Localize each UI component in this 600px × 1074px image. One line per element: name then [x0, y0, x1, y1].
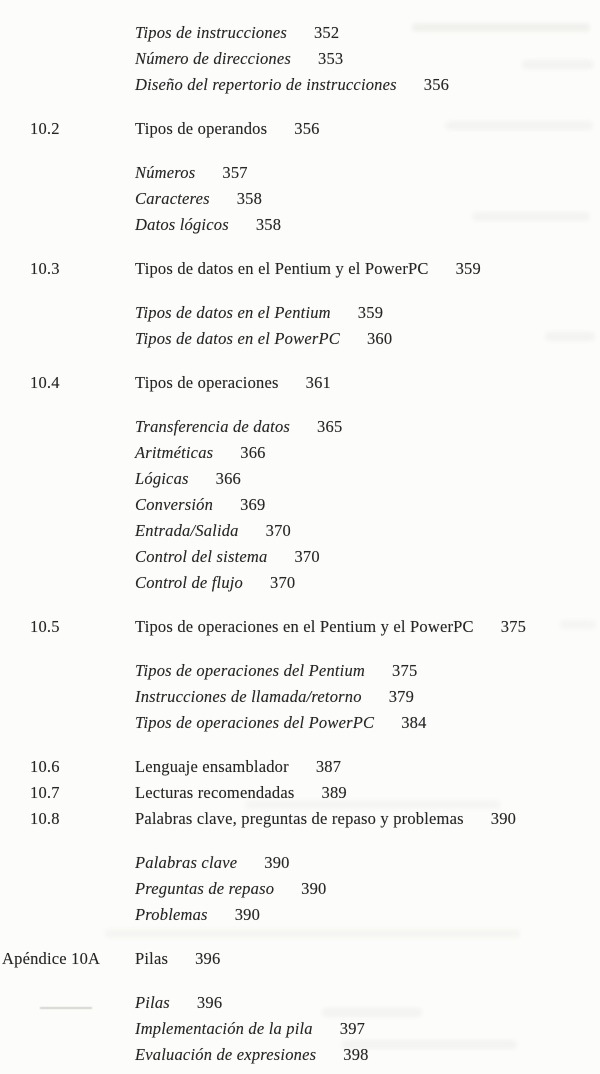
- entry-title: Tipos de operaciones del Pentium: [135, 661, 366, 680]
- entry-title: Número de direcciones: [135, 49, 292, 68]
- entry-page-number: 356: [423, 75, 450, 94]
- toc-subentry: [0, 20, 600, 46]
- entry-page-number: 370: [270, 573, 296, 592]
- toc-subentry: [0, 414, 600, 440]
- entry-page-number: 390: [490, 809, 517, 828]
- entry-page-number: 375: [500, 617, 527, 636]
- entry-title: Lógicas: [135, 469, 189, 488]
- entry-title: Control del sistema: [135, 547, 268, 566]
- toc-subentry: [0, 1042, 600, 1068]
- entry-page-number: 360: [366, 329, 393, 348]
- toc-section-entry: [0, 754, 600, 780]
- toc-group: [0, 370, 600, 396]
- toc-subentry: [0, 466, 600, 492]
- entry-title: Tipos de operaciones en el Pentium y el PowerPC: [135, 617, 474, 636]
- entry-title: Palabras clave: [135, 853, 238, 872]
- toc-section-entry: [0, 946, 600, 972]
- toc-subentry: [0, 902, 600, 928]
- entry-title: Evaluación de expresiones: [135, 1045, 317, 1064]
- toc-subentry: [0, 46, 600, 72]
- entry-page-number: 359: [455, 259, 481, 278]
- toc-subentry: [0, 518, 600, 544]
- entry-title: Pilas: [135, 949, 169, 968]
- entry-title: Tipos de datos en el PowerPC: [135, 329, 340, 348]
- entry-title: Conversión: [135, 495, 214, 514]
- toc-group: [0, 20, 600, 98]
- toc-subentry: [0, 186, 600, 212]
- toc-section-entry: [0, 370, 600, 396]
- section-number: 10.5: [30, 617, 60, 636]
- entry-title: Implementación de la pila: [135, 1019, 313, 1038]
- entry-page-number: 366: [240, 443, 266, 462]
- entry-title: Tipos de operaciones del PowerPC: [135, 713, 375, 732]
- toc-section-entry: [0, 780, 600, 806]
- toc-subentry: [0, 160, 600, 186]
- entry-page-number: 397: [339, 1019, 366, 1038]
- toc-subentry: [0, 710, 600, 736]
- entry-title: Lecturas recomendadas: [135, 783, 295, 802]
- entry-page-number: 369: [240, 495, 266, 514]
- entry-title: Tipos de instrucciones: [135, 23, 287, 42]
- toc-group: [0, 256, 600, 282]
- toc-subentry: [0, 72, 600, 98]
- toc-list: [0, 20, 600, 1074]
- toc-subentry: [0, 1016, 600, 1042]
- entry-page-number: 358: [236, 189, 263, 208]
- entry-title: Tipos de datos en el Pentium y el PowerPC: [135, 259, 429, 278]
- entry-title: Pilas: [135, 993, 170, 1012]
- section-number: 10.2: [30, 119, 60, 138]
- toc-group: [0, 850, 600, 928]
- entry-page-number: 366: [215, 469, 242, 488]
- entry-page-number: 398: [343, 1045, 369, 1064]
- toc-group: [0, 614, 600, 640]
- entry-title: Tipos de operandos: [135, 119, 268, 138]
- toc-group: [0, 414, 600, 596]
- toc-section-entry: [0, 614, 600, 640]
- toc-group: [0, 658, 600, 736]
- toc-subentry: [0, 544, 600, 570]
- entry-title: Caracteres: [135, 189, 210, 208]
- entry-page-number: 384: [401, 713, 427, 732]
- toc-subentry: [0, 990, 600, 1016]
- entry-page-number: 387: [315, 757, 342, 776]
- section-number: 10.3: [30, 259, 60, 278]
- entry-title: Tipos de operaciones: [135, 373, 279, 392]
- entry-title: Control de flujo: [135, 573, 244, 592]
- section-number: 10.8: [30, 809, 60, 828]
- entry-title: Transferencia de datos: [135, 417, 291, 436]
- entry-page-number: 389: [321, 783, 347, 802]
- entry-page-number: 358: [255, 215, 282, 234]
- entry-title: Números: [135, 163, 196, 182]
- toc-group: [0, 300, 600, 352]
- entry-page-number: 365: [317, 417, 343, 436]
- toc-group: [0, 990, 600, 1068]
- entry-title: Problemas: [135, 905, 208, 924]
- entry-page-number: 390: [234, 905, 261, 924]
- entry-page-number: 361: [305, 373, 331, 392]
- entry-page-number: 379: [388, 687, 415, 706]
- entry-page-number: 357: [222, 163, 248, 182]
- toc-subentry: [0, 658, 600, 684]
- toc-group: [0, 160, 600, 238]
- entry-page-number: 390: [264, 853, 290, 872]
- entry-page-number: 375: [392, 661, 418, 680]
- toc-subentry: [0, 440, 600, 466]
- entry-page-number: 396: [196, 993, 223, 1012]
- section-number: Apéndice 10A: [2, 949, 101, 968]
- entry-page-number: 359: [357, 303, 384, 322]
- entry-title: Lenguaje ensamblador: [135, 757, 289, 776]
- entry-page-number: 370: [265, 521, 291, 540]
- entry-title: Entrada/Salida: [135, 521, 239, 540]
- entry-title: Datos lógicos: [135, 215, 229, 234]
- section-number: 10.4: [30, 373, 60, 392]
- entry-page-number: 356: [294, 119, 320, 138]
- toc-subentry: [0, 212, 600, 238]
- entry-title: Palabras clave, preguntas de repaso y problemas: [135, 809, 464, 828]
- toc-section-entry: [0, 806, 600, 832]
- toc-group: [0, 116, 600, 142]
- entry-page-number: 390: [301, 879, 327, 898]
- toc-section-entry: [0, 116, 600, 142]
- entry-page-number: 370: [294, 547, 320, 566]
- section-number: 10.7: [30, 783, 60, 802]
- toc-subentry: [0, 492, 600, 518]
- entry-title: Aritméticas: [135, 443, 214, 462]
- toc-subentry: [0, 850, 600, 876]
- toc-subentry: [0, 570, 600, 596]
- entry-title: Instrucciones de llamada/retorno: [135, 687, 362, 706]
- entry-page-number: 353: [318, 49, 344, 68]
- entry-page-number: 352: [313, 23, 340, 42]
- entry-title: Tipos de datos en el Pentium: [135, 303, 331, 322]
- section-number: 10.6: [30, 757, 60, 776]
- toc-section-entry: [0, 256, 600, 282]
- toc-subentry: [0, 684, 600, 710]
- toc-subentry: [0, 326, 600, 352]
- toc-group: [0, 754, 600, 832]
- toc-group: [0, 946, 600, 972]
- toc-subentry: [0, 876, 600, 902]
- entry-title: Diseño del repertorio de instrucciones: [135, 75, 397, 94]
- toc-subentry: [0, 300, 600, 326]
- entry-title: Preguntas de repaso: [135, 879, 275, 898]
- entry-page-number: 396: [195, 949, 221, 968]
